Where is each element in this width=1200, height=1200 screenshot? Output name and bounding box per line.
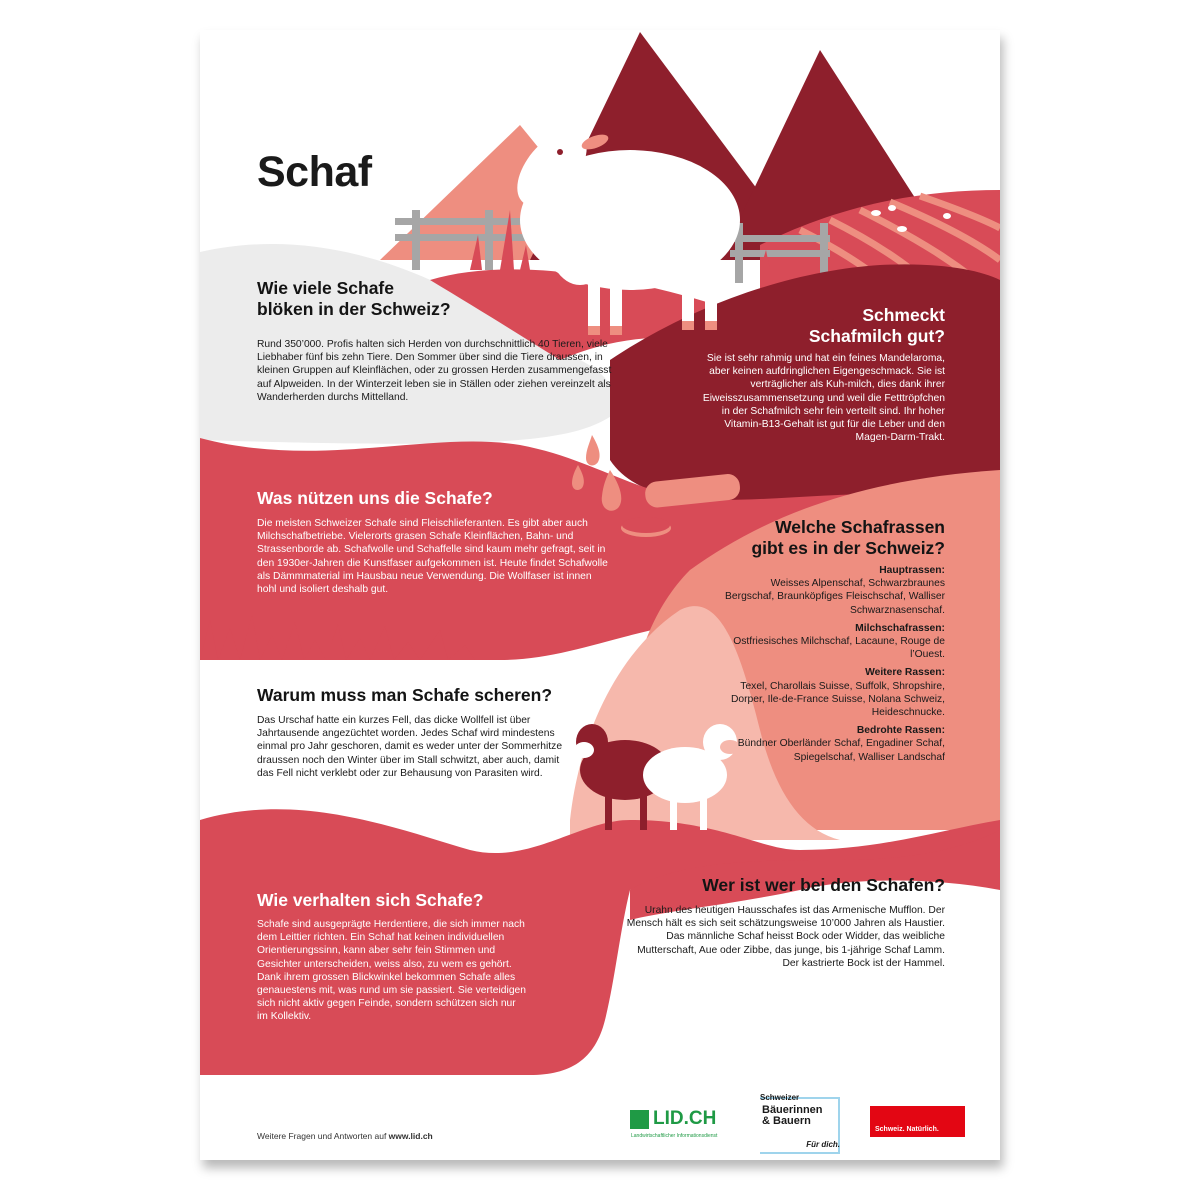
section-use-heading: Was nützen uns die Schafe?	[257, 488, 493, 508]
section-shear-body: Das Urschaf hatte ein kurzes Fell, das dicke Wollfell ist über Jahrtausende angezüchtet worden. Jedes Schaf wird mindestens einmal pro Jahr geschoren, damit es weder unter der Sommerhitze draussen noch den Winter über im Stall schwitzt, aber auch, damit das Fell nicht verklebt oder zur Behausung von Parasiten wird.	[257, 715, 563, 779]
lid-logo	[630, 1109, 760, 1149]
sbv-small: Schweizer	[760, 1093, 800, 1102]
section-milk-body: Sie ist sehr rahmig und hat ein feines Mandelaroma, aber keinen aufdringlichen Eigengeschmack. Sie ist verträglicher als Kuh-milch, dies dank ihrer Eiweisszusammensetzung und weil die Fetttröpfchen in der Schafmilch sehr fein verteilt sind. Ihr hoher Vitamin-B13-Gehalt ist gut für die Leber und den Magen-Darm-Trakt.	[702, 353, 945, 444]
lid-square-icon	[630, 1110, 649, 1129]
breed-group-label: Hauptrassen:	[879, 565, 945, 576]
section-behave-body: Schafe sind ausgeprägte Herdentiere, die sich immer nach dem Leittier richten. Ein Schaf hat keinen individuellen Orientierungssinn, kann aber sehr fein Stimmen und Gesichter unterscheiden, weiss also, zu wem es gehört. Dank ihrem grossen Blickwinkel bekommen Schafe alles genauestens mit, was rund um sie passiert. Sie verteidigen sich nicht aktiv gegen Feinde, sondern schützen sich nur im Kollektiv.	[257, 919, 527, 1023]
footer-text: Weitere Fragen und Antworten auf	[257, 1131, 389, 1141]
section-milk	[670, 305, 945, 347]
breed-group-text: Texel, Charollais Suisse, Suffolk, Shropshire, Dorper, Ile-de-France Suisse, Nolana Schweiz, Heideschnucke.	[730, 680, 945, 719]
lid-logo-text: LID.CH	[653, 1108, 717, 1129]
poster	[200, 30, 1000, 1160]
section-milk-heading-1: Schmeckt	[862, 305, 945, 325]
section-count-body: Rund 350’000. Profis halten sich Herden von durchschnittlich 40 Tieren, viele Liebhaber fünf bis zehn Tiere. Den Sommer über sind die Tiere draussen, in kleinen Gruppen auf Kleinflächen, oder zu grossen Herden zusammengefasst auf Alpweiden. In der Winterzeit leben sie in Ställen oder ziehen vereinzelt als Wanderherden durchs Mittelland.	[257, 339, 612, 403]
schweiz-natuerlich-text: Schweiz. Natürlich.	[875, 1126, 939, 1133]
section-breeds-heading-2: gibt es in der Schweiz?	[751, 538, 945, 558]
breed-group-text: Ostfriesisches Milchschaf, Lacaune, Rouge de l’Ouest.	[733, 636, 945, 661]
section-shear-heading: Warum muss man Schafe scheren?	[257, 685, 553, 705]
section-milk-heading-2: Schafmilch gut?	[808, 326, 945, 346]
section-who-body: Urahn des heutigen Hausschafes ist das Armenische Mufflon. Der Mensch hält es sich seit schätzungsweise 10’000 Jahren als Haustier. Das männliche Schaf heisst Bock oder Widder, das weibliche Mutterschaft, Aue oder Zibbe, das junge, bis 1-jährige Schaf Lamm. Der kastrierte Bock ist der Hammel.	[626, 905, 945, 969]
section-breeds-heading-1: Welche Schafrassen	[775, 517, 945, 537]
breed-group-text: Bündner Oberländer Schaf, Engadiner Schaf, Spiegelschaf, Walliser Landschaf	[737, 738, 945, 763]
sbv-tag: Für dich.	[806, 1140, 840, 1149]
section-count-heading-2: blöken in der Schweiz?	[257, 299, 451, 319]
section-count	[257, 278, 557, 320]
section-count-heading-1: Wie viele Schafe	[257, 278, 394, 298]
schweiz-natuerlich-logo	[870, 1106, 965, 1137]
sbv-logo	[760, 1093, 844, 1151]
footer-note	[257, 1131, 433, 1141]
sbv-line-2: & Bauern	[762, 1115, 811, 1127]
section-behave-heading: Wie verhalten sich Schafe?	[257, 890, 484, 910]
section-use-body: Die meisten Schweizer Schafe sind Fleischlieferanten. Es gibt aber auch Milchschafbetriebe. Vielerorts grasen Schafe Kleinflächen, Bahn- und Strassenborde ab. Schafwolle und Schaffelle sind kaum mehr gefragt, seit in den 1930er-Jahren die Kunstfaser aufgekommen ist. Heute findet Schafwolle als Dämmmaterial im Hausbau neue Verwendung. Die Wollfaser ist innen hohl und isoliert deshalb gut.	[257, 518, 608, 596]
section-breeds	[700, 517, 945, 559]
page-title: Schaf	[257, 148, 372, 196]
breed-group-label: Bedrohte Rassen:	[856, 725, 945, 737]
section-who-heading: Wer ist wer bei den Schafen?	[702, 875, 945, 895]
breed-group-label: Milchschafrassen:	[855, 622, 945, 634]
breed-group-label: Weitere Rassen:	[865, 667, 945, 679]
breed-group-text: Weisses Alpenschaf, Schwarzbraunes Bergschaf, Braunköpfiges Fleischschaf, Walliser Schwarznasenschaf.	[725, 578, 945, 616]
sbv-line-1: Bäuerinnen	[762, 1104, 823, 1116]
lid-logo-sub: Landwirtschaftlicher Informationsdienst	[631, 1133, 718, 1139]
sbv-line	[762, 1105, 823, 1127]
footer-link[interactable]: www.lid.ch	[388, 1131, 433, 1141]
breed-groups	[720, 564, 945, 764]
